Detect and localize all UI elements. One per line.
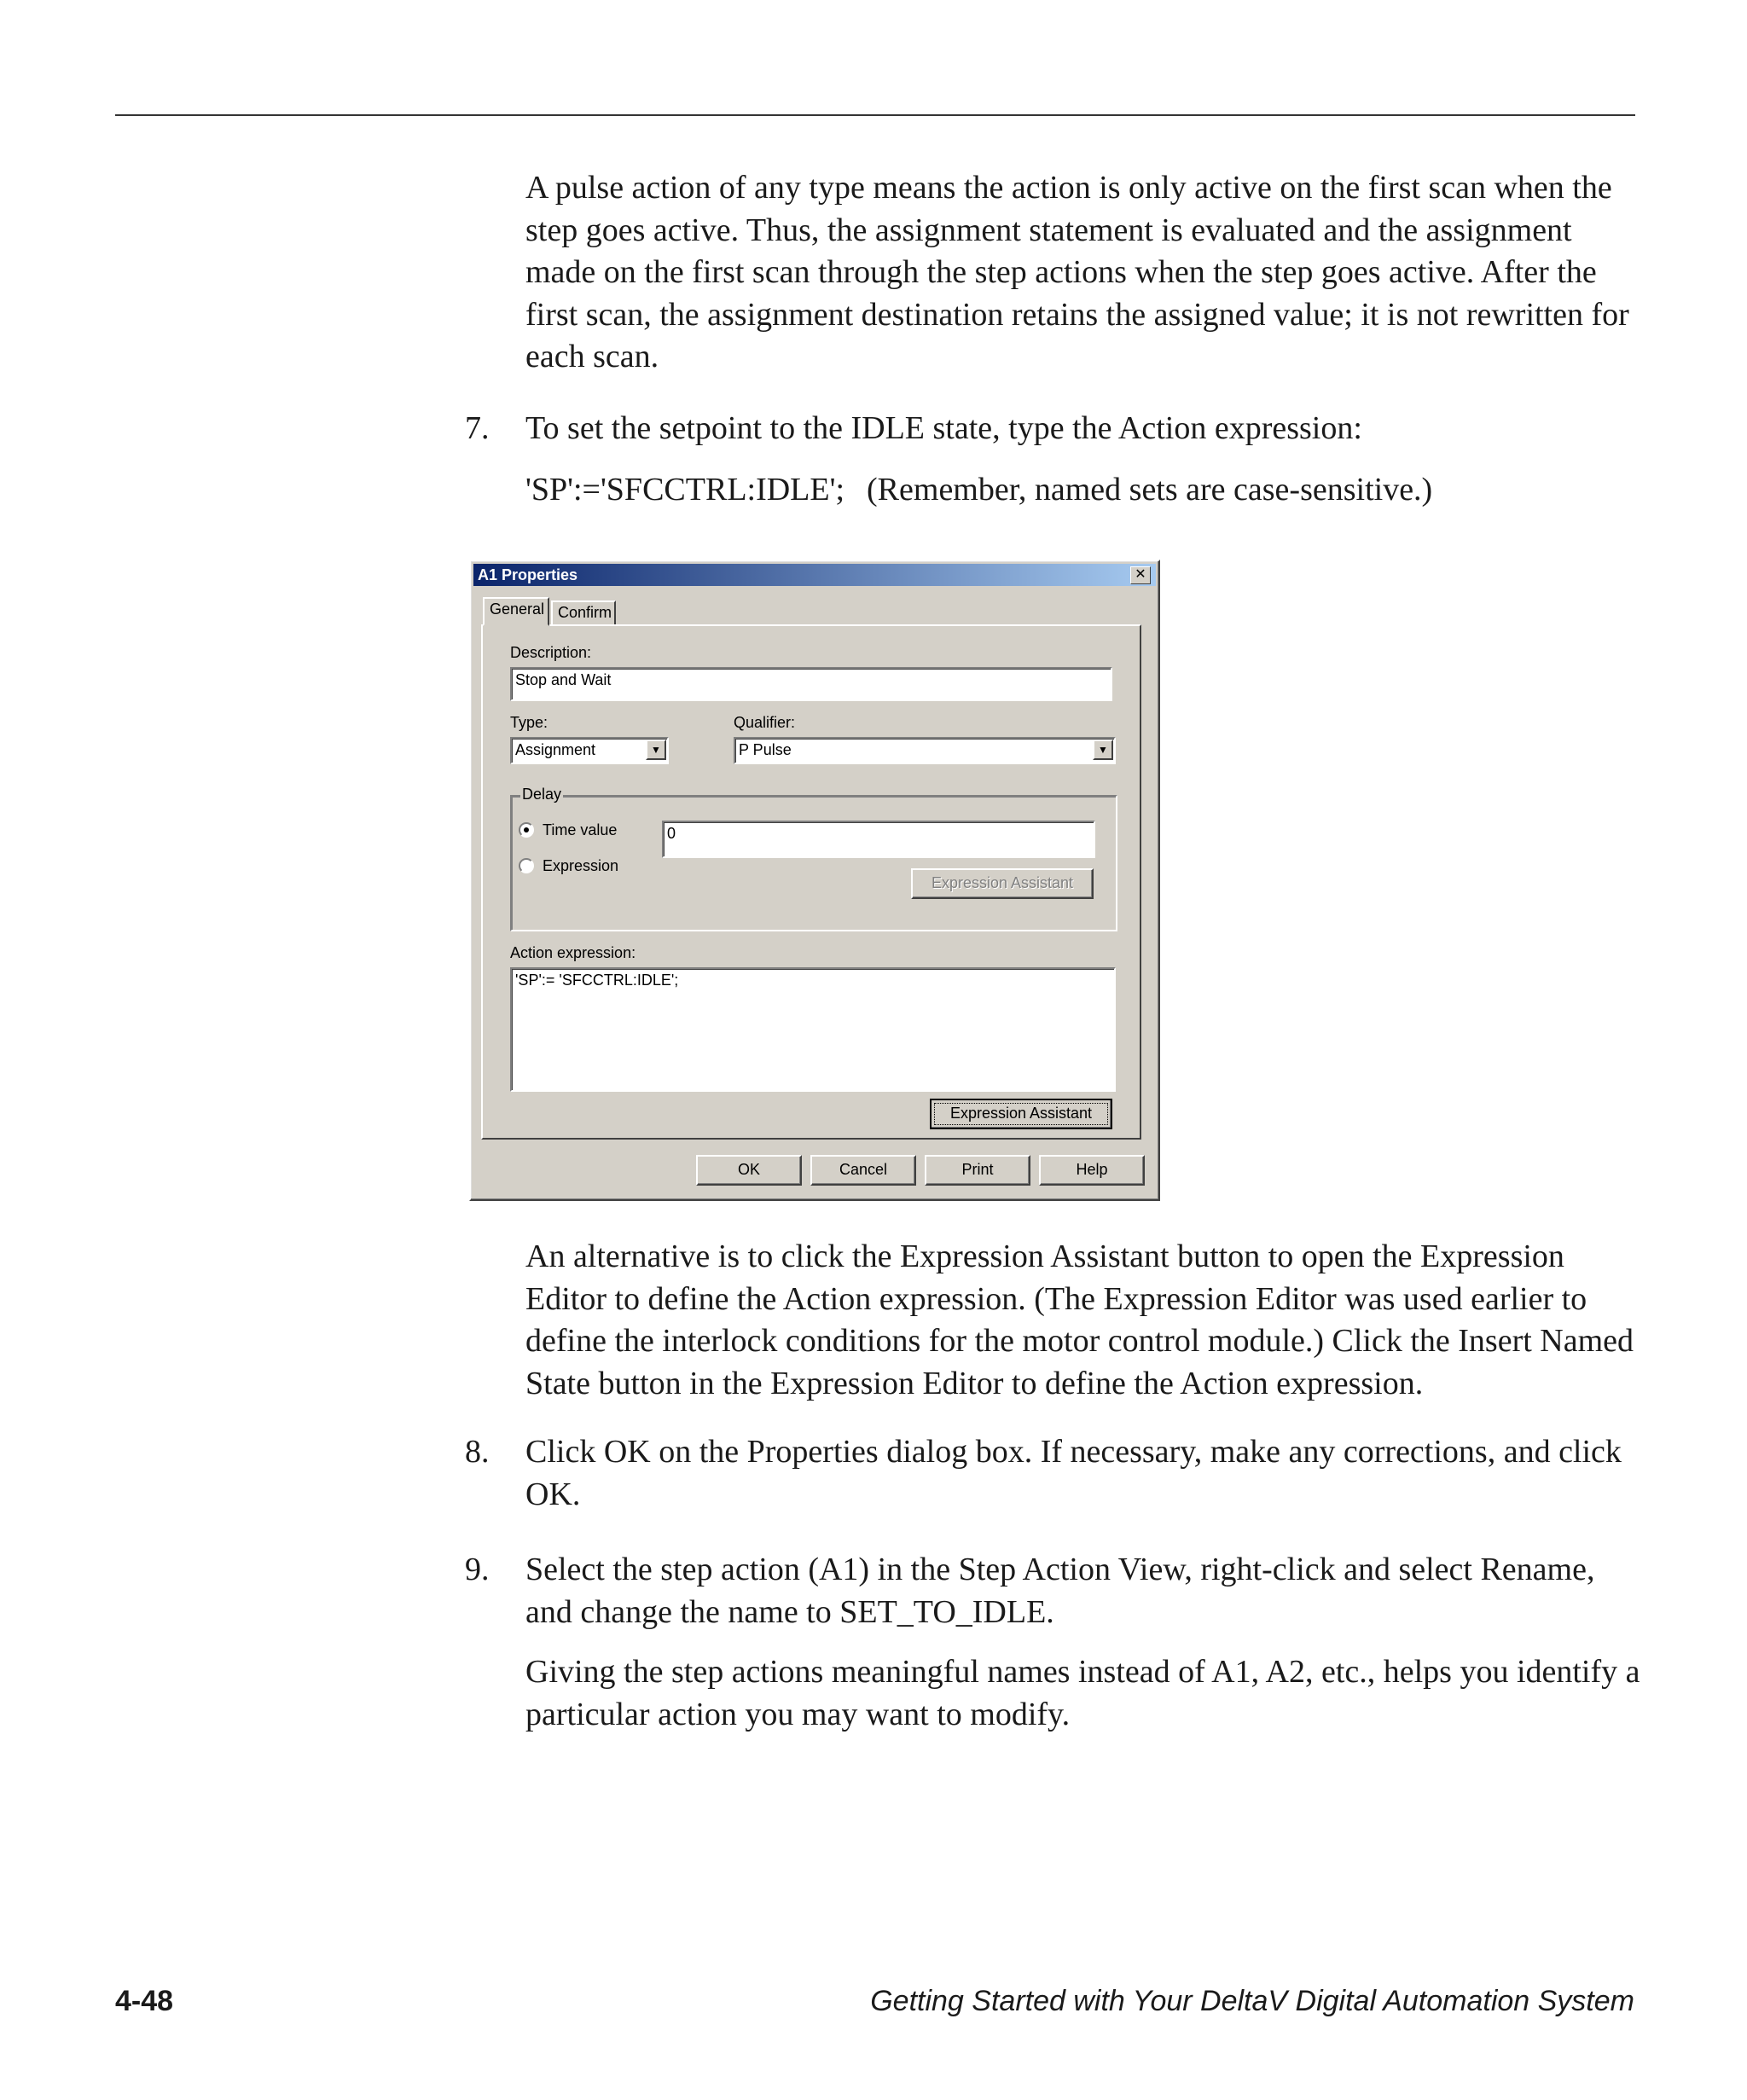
help-button[interactable]: Help (1039, 1155, 1145, 1186)
step-7-code-line (525, 469, 1643, 512)
tab-general[interactable]: General (483, 597, 549, 626)
step-9-number: 9. (465, 1552, 490, 1587)
step-8-number: 8. (465, 1434, 490, 1470)
action-expression-label: Action expression: (510, 944, 636, 961)
print-button[interactable]: Print (925, 1155, 1030, 1186)
description-label: Description: (510, 644, 592, 661)
radio-selected-dot (524, 827, 529, 832)
paragraph-giving: Giving the step actions meaningful names instead of A1, A2, etc., helps you identify a particular action you may want to modify. (525, 1654, 1640, 1732)
paragraph-pulse: A pulse action of any type means the action is only active on the first scan when the step goes active. Thus, the assignment statement is evaluated and the assignment made on the first scan through the step actions when the step goes active. After the first scan, the assignment destination retains the assigned value; it is not rewritten for each scan. (525, 170, 1629, 374)
delay-group-label: Delay (522, 786, 562, 803)
dialog-title: A1 Properties (478, 566, 578, 583)
radio-expression[interactable] (519, 858, 534, 873)
action-expression-textarea[interactable]: 'SP':= 'SFCCTRL:IDLE'; (510, 967, 1116, 1092)
cancel-button[interactable]: Cancel (810, 1155, 916, 1186)
qualifier-label: Qualifier: (734, 714, 796, 731)
page-number: 4-48 (115, 1985, 174, 2017)
qualifier-select[interactable] (734, 737, 1116, 764)
step-7-remark: (Remember, named sets are case-sensitive.) (867, 472, 1433, 508)
close-icon[interactable]: ✕ (1130, 566, 1151, 584)
tab-confirm[interactable]: Confirm (551, 600, 616, 626)
a1-properties-dialog (469, 560, 1160, 1201)
book-title: Getting Started with Your DeltaV Digital Automation System (870, 1985, 1634, 2017)
step-9-text: Select the step action (A1) in the Step Action View, right-click and select Rename, and change the name to SET_TO_IDLE. (525, 1552, 1595, 1630)
ok-button[interactable]: OK (696, 1155, 802, 1186)
step-7-code: 'SP':='SFCCTRL:IDLE'; (525, 472, 845, 508)
description-input[interactable]: Stop and Wait (510, 667, 1112, 701)
step-7-number: 7. (465, 410, 490, 446)
chevron-down-icon[interactable]: ▼ (1093, 740, 1113, 760)
radio-expression-label[interactable]: Expression (543, 857, 619, 874)
step-7-text: To set the setpoint to the IDLE state, type the Action expression: (525, 410, 1362, 446)
type-label: Type: (510, 714, 548, 731)
qualifier-select-value: P Pulse (739, 741, 792, 758)
top-rule (115, 114, 1635, 116)
expression-assistant-button[interactable]: Expression Assistant (930, 1099, 1112, 1129)
step-8-text: Click OK on the Properties dialog box. If necessary, make any corrections, and click OK. (525, 1434, 1622, 1512)
dialog-titlebar[interactable] (473, 564, 1156, 586)
type-select-value: Assignment (515, 741, 596, 758)
radio-time-value-label[interactable]: Time value (543, 821, 618, 838)
delay-time-input[interactable]: 0 (662, 821, 1095, 858)
type-select[interactable] (510, 737, 669, 764)
radio-time-value[interactable] (519, 822, 534, 838)
paragraph-alternative: An alternative is to click the Expression Assistant button to open the Expression Editor to define the Action expression. (The Expression Editor was used earlier to define the interlock conditions for the motor control module.) Click the Insert Named State button in the Expression Editor to define the Action expression. (525, 1239, 1634, 1401)
delay-expression-assistant-button[interactable]: Expression Assistant (911, 868, 1094, 899)
chevron-down-icon[interactable]: ▼ (646, 740, 666, 760)
